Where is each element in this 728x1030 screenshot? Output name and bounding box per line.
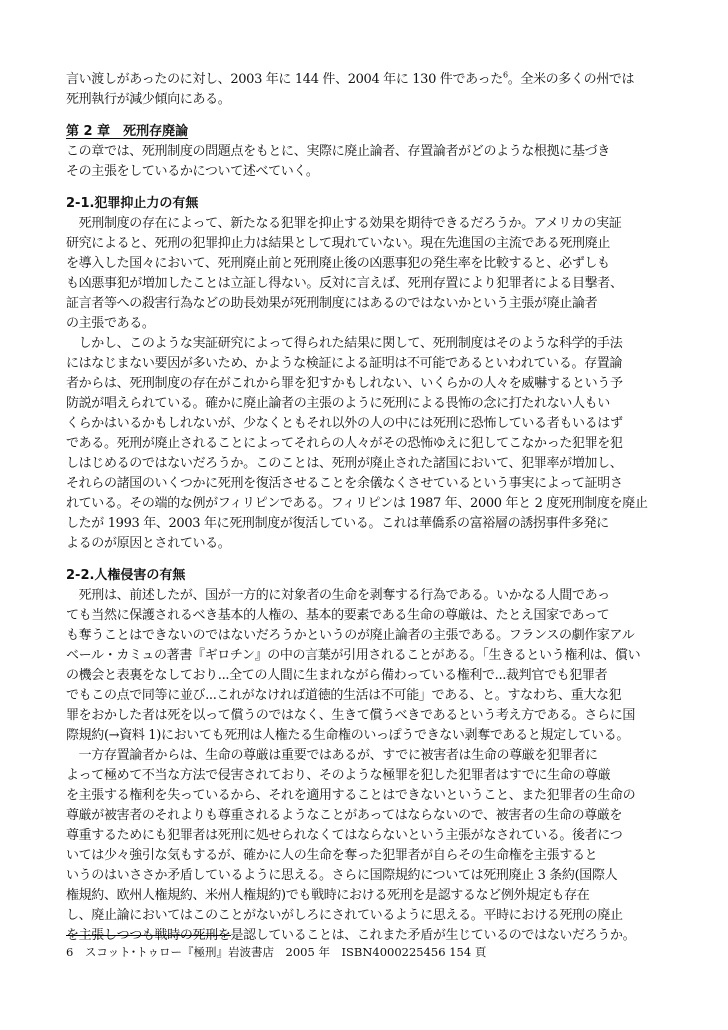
text-line: それらの諸国のいくつかに死刑を復活させることを余儀なくさせているという事実によって証明さ: [66, 476, 623, 491]
footnote-reference[interactable]: 6: [502, 70, 508, 80]
text-line: の機会と表裏をなしており...全ての人間に生まれながら備わっている権利で...裁判官でも犯罪者: [66, 668, 608, 683]
chapter-heading: 第 2 章 死刑存廃論: [66, 124, 189, 139]
intro-line-1: 言い渡しがあったのに対し、2003 年に 144 件、2004 年に 130 件であった$^6$。全米の多くの州では: [66, 70, 635, 87]
section-heading-deterrence: 2-1.犯罪抑止力の有無: [66, 196, 199, 211]
text-line: 死刑は、前述したが、国が一方的に対象者の生命を剥奪する行為である。いかなる人間であっ: [66, 588, 610, 603]
text-line: 際規約(→資料 1)においても死刑は人権たる生命権のいっぽうできない剥奪であると規定している。: [66, 728, 629, 743]
text-line: を導入した国々において、死刑廃止前と死刑廃止後の凶悪事犯の発生率を比較すると、必ずしも: [66, 256, 610, 271]
text-line: この章では、死刑制度の問題点をもとに、実際に廃止論者、存置論者がどのような根拠に基づき: [66, 144, 610, 159]
text-line: したが 1993 年、2003 年に死刑制度が復活している。これは華僑系の富裕層の誘拐事件多発に: [66, 516, 609, 531]
text-line: れている。その端的な例がフィリピンである。フィリピンは 1987 年、2000 年と 2 度死刑制度を廃止: [66, 496, 648, 511]
text-line: でもこの点で同等に並び...これがなければ道徳的生活は不可能」である、と。すなわち、重大な犯: [66, 688, 622, 703]
text-line: 尊重するためにも犯罪者は死刑に処せられなくてはならないという主張がなされている。後者につ: [66, 828, 623, 843]
section-human-rights-body: [66, 586, 664, 946]
text-line: その主張をしているかについて述べていく。: [66, 164, 319, 179]
text-line: 一方存置論者からは、生命の尊厳は重要ではあるが、すでに被害者は生命の尊厳を犯罪者に: [66, 748, 598, 763]
footnote: 6 スコット･トゥロー『極刑』岩波書店 2005 年 ISBN4000225456 154 頁: [66, 945, 487, 959]
footnote-divider: [66, 935, 231, 936]
text-line: 研究によると、死刑の犯罪抑止力は結果として現れていない。現在先進国の主流である死刑廃止: [66, 236, 610, 251]
text-line: も凶悪事犯が増加したことは立証し得ない。反対に言えば、死刑存置により犯罪者による目撃者、: [66, 276, 623, 291]
intro-line-2: 死刑執行が減少傾向にある。: [66, 92, 231, 107]
text-line: を主張する権利を失っているから、それを適用することはできないということ、また犯罪者の生命の: [66, 788, 636, 803]
chapter-intro: [66, 142, 664, 182]
text-line: の主張である。: [66, 316, 155, 331]
text-line: も奪うことはできないのではないだろうかというのが廃止論者の主張である。フランスの劇作家アル: [66, 628, 635, 643]
section-heading-human-rights: 2-2.人権侵害の有無: [66, 568, 186, 583]
text-line: くらかはいるかもしれないが、少なくともそれ以外の人の中には死刑に恐怖している者もいるはず: [66, 416, 623, 431]
text-line: ても当然に保護されるべき基本的人権の、基本的要素である生命の尊厳は、たとえ国家であって: [66, 608, 610, 623]
document-body: [66, 70, 664, 946]
text-line: よるのが原因とされている。: [66, 536, 231, 551]
text-line: にはなじまない要因が多いため、かような検証による証明は不可能であるといわれている。存置論: [66, 356, 623, 371]
text-line: いうのはいささか矛盾しているように思える。さらに国際規約については死刑廃止 3 条約(国際人: [66, 868, 618, 883]
text-line: ベール・カミュの著書『ギロチン』の中の言葉が引用されることがある。「生きるという権利は、償い: [66, 648, 641, 663]
text-line: いては少々強引な気もするが、確かに人の生命を奪った犯罪者が自らその生命権を主張すると: [66, 848, 598, 863]
text-line: を主張しつつも戦時の死刑を是認していることは、これまた矛盾が生じているのではないだろうか。: [66, 928, 636, 943]
text-line: しはじめるのではないだろうか。このことは、死刑が廃止された諸国において、犯罪率が増加し、: [66, 456, 623, 471]
text-line: 者からは、死刑制度の存在がこれから罪を犯すかもしれない、いくらかの人々を威嚇するという予: [66, 376, 623, 391]
text-line: よって極めて不当な方法で侵害されており、そのような極罪を犯した犯罪者はすでに生命の尊厳: [66, 768, 611, 783]
text-line: し、廃止論においてはこのことがないがしろにされているように思える。平時における死刑の廃止: [66, 908, 623, 923]
text-line: である。死刑が廃止されることによってそれらの人々がその恐怖ゆえに犯してこなかった犯罪を犯: [66, 436, 623, 451]
text-line: 死刑制度の存在によって、新たなる犯罪を抑止する効果を期待できるだろうか。アメリカの実証: [66, 216, 622, 231]
text-line: しかし、このような実証研究によって得られた結果に関して、死刑制度はそのような科学的手法: [66, 336, 623, 351]
text-line: 尊厳が被害者のそれよりも尊重されるようなことがあってはならないので、被害者の生命の尊厳を: [66, 808, 623, 823]
text-line: 防説が唱えられている。確かに廃止論者の主張のように死刑による畏怖の念に打たれない人もい: [66, 396, 610, 411]
text-line: 証言者等への殺害行為などの助長効果が死刑制度にはあるのではないかという主張が廃止論者: [66, 296, 598, 311]
section-deterrence-body: [66, 214, 664, 554]
text-line: 罪をおかした者は死を以って償うのではなく、生きて償うべきであるという考え方である。さらに国: [66, 708, 635, 723]
text-line: 権規約、欧州人権規約、米州人権規約)でも戦時における死刑を是認するなど例外規定も存在: [66, 888, 590, 903]
